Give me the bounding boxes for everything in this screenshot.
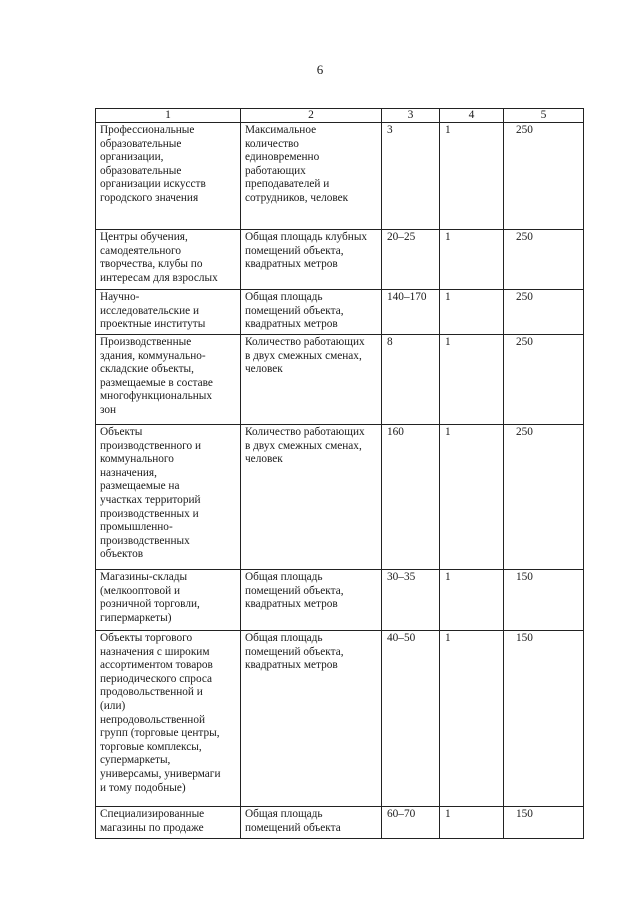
value-cell-5: 250 xyxy=(504,425,584,570)
table-row xyxy=(96,631,584,807)
value-cell-3: 60–70 xyxy=(382,807,440,839)
object-cell xyxy=(96,123,241,230)
object-cell xyxy=(96,230,241,290)
unit-text: Общая площадь помещений объекта, квадратных метров xyxy=(245,291,344,331)
object-text: Производственные здания, коммунально- складские объекты, размещаемые в составе многофункциональных зон xyxy=(100,336,213,416)
unit-cell xyxy=(241,230,382,290)
object-text: Центры обучения, самодеятельного творчества, клубы по интересам для взрослых xyxy=(100,231,218,284)
value-cell-3: 140–170 xyxy=(382,290,440,335)
table-row xyxy=(96,230,584,290)
unit-cell xyxy=(241,570,382,631)
object-text: Магазины-склады (мелкооптовой и розничной торговли, гипермаркеты) xyxy=(100,571,200,624)
value-cell-5: 250 xyxy=(504,290,584,335)
value-cell-4: 1 xyxy=(440,230,504,290)
value-cell-5: 250 xyxy=(504,230,584,290)
unit-cell xyxy=(241,631,382,807)
value-cell-5: 250 xyxy=(504,335,584,425)
value-cell-4: 1 xyxy=(440,335,504,425)
object-text: Профессиональные образовательные организации, образовательные организации искусств городского значения xyxy=(100,124,206,204)
value-cell-5: 150 xyxy=(504,631,584,807)
object-text: Объекты производственного и коммунального назначения, размещаемые на участках территорий производственных и промышленно- производственных объектов xyxy=(100,426,202,561)
object-text: Научно- исследовательские и проектные институты xyxy=(100,291,206,331)
object-cell xyxy=(96,631,241,807)
unit-text: Общая площадь помещений объекта xyxy=(245,808,341,834)
value-cell-5: 150 xyxy=(504,807,584,839)
page-number: 6 xyxy=(316,62,324,77)
table-row xyxy=(96,570,584,631)
object-cell xyxy=(96,335,241,425)
object-text: Специализированные магазины по продаже xyxy=(100,808,205,834)
value-cell-5: 150 xyxy=(504,570,584,631)
table-row xyxy=(96,425,584,570)
unit-cell xyxy=(241,335,382,425)
value-cell-3: 20–25 xyxy=(382,230,440,290)
column-header-1: 1 xyxy=(96,109,241,123)
value-cell-3: 8 xyxy=(382,335,440,425)
unit-text: Общая площадь помещений объекта, квадратных метров xyxy=(245,632,344,672)
value-cell-4: 1 xyxy=(440,631,504,807)
value-cell-3: 160 xyxy=(382,425,440,570)
object-cell xyxy=(96,425,241,570)
unit-text: Общая площадь клубных помещений объекта, квадратных метров xyxy=(245,231,368,271)
value-cell-3: 40–50 xyxy=(382,631,440,807)
table-header-row xyxy=(96,109,584,123)
column-header-2: 2 xyxy=(241,109,382,123)
value-cell-3: 30–35 xyxy=(382,570,440,631)
value-cell-4: 1 xyxy=(440,807,504,839)
unit-cell xyxy=(241,290,382,335)
unit-cell xyxy=(241,123,382,230)
table-row xyxy=(96,335,584,425)
table-row xyxy=(96,290,584,335)
value-cell-4: 1 xyxy=(440,570,504,631)
value-cell-4: 1 xyxy=(440,425,504,570)
object-cell xyxy=(96,290,241,335)
parking-norms-table xyxy=(95,108,584,839)
object-cell xyxy=(96,570,241,631)
object-text: Объекты торгового назначения с широким ассортиментом товаров периодического спроса продовольственной и (или) непродовольственной групп (торговые центры, торговые комплексы, супермаркеты, универсамы, универмаги и тому подобные) xyxy=(100,632,221,794)
value-cell-3: 3 xyxy=(382,123,440,230)
unit-text: Общая площадь помещений объекта, квадратных метров xyxy=(245,571,344,611)
value-cell-5: 250 xyxy=(504,123,584,230)
value-cell-4: 1 xyxy=(440,123,504,230)
column-header-5: 5 xyxy=(504,109,584,123)
value-cell-4: 1 xyxy=(440,290,504,335)
unit-cell xyxy=(241,425,382,570)
table-row xyxy=(96,807,584,839)
column-header-3: 3 xyxy=(382,109,440,123)
table-row xyxy=(96,123,584,230)
unit-text: Количество работающих в двух смежных сменах, человек xyxy=(245,336,365,376)
unit-text: Количество работающих в двух смежных сменах, человек xyxy=(245,426,365,466)
column-header-4: 4 xyxy=(440,109,504,123)
unit-cell xyxy=(241,807,382,839)
object-cell xyxy=(96,807,241,839)
unit-text: Максимальное количество единовременно работающих преподавателей и сотрудников, человек xyxy=(245,124,349,204)
